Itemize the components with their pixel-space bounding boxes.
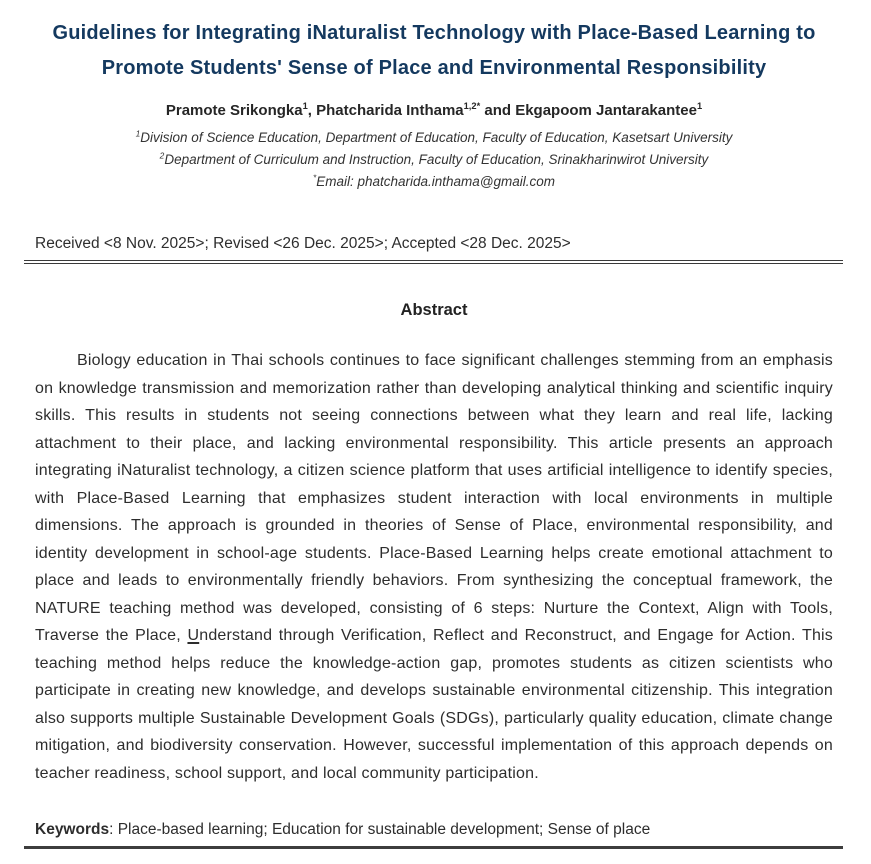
- abstract-paragraph: [35, 347, 833, 787]
- keywords-text: : Place-based learning; Education for sustainable development; Sense of place: [109, 821, 651, 838]
- keywords-line: [35, 820, 833, 840]
- affiliation-2: [35, 149, 833, 171]
- author-separator-2: and: [480, 102, 516, 119]
- affiliation-1-text: Division of Science Education, Department of Education, Faculty of Education, Kasetsart University: [140, 130, 733, 145]
- keywords-label: Keywords: [35, 821, 110, 838]
- email-text: Email: phatcharida.inthama@gmail.com: [316, 174, 556, 189]
- abstract-underlined-letter: U: [187, 627, 200, 644]
- paper-title-line2: Promote Students' Sense of Place and Environmental Responsibility: [101, 57, 767, 79]
- divider-bottom-rule: [24, 846, 843, 849]
- author-name-3: Ekgapoom Jantarakantee: [515, 102, 697, 119]
- article-history: Received <8 Nov. 2025>; Revised <26 Dec. 2025>; Accepted <28 Dec. 2025>: [35, 235, 571, 252]
- author-name-1: Pramote Srikongka: [165, 102, 303, 119]
- paper-title: [35, 16, 833, 86]
- email-marker: *: [312, 172, 317, 183]
- abstract-text-part2: nderstand through Verification, Reflect and Reconstruct, and Engage for Action. This teaching method helps reduce the knowledge-action gap, promotes students as citizen scientists who participate in creating new knowledge, and develops sustainable environmental citizenship. This integration also supports multiple Sustainable Development Goals (SDGs), particularly quality education, climate change mitigation, and biodiversity conservation. However, successful implementation of this approach depends on teacher readiness, school support, and local community participation.: [35, 627, 833, 782]
- divider-double-rule: [24, 260, 843, 264]
- affiliation-block: [35, 127, 833, 193]
- abstract-heading: Abstract: [400, 301, 468, 319]
- author-separator-1: ,: [307, 102, 317, 119]
- author-list: [35, 101, 833, 121]
- affiliation-1-marker: 1: [135, 128, 141, 139]
- author-name-2: Phatcharida Inthama: [316, 102, 464, 119]
- paper-title-line1: Guidelines for Integrating iNaturalist Technology with Place-Based Learning to: [52, 22, 816, 44]
- author-affiliation-marker-1: 1: [302, 101, 308, 111]
- author-affiliation-marker-2: 1,2*: [463, 101, 481, 111]
- affiliation-2-marker: 2: [159, 150, 165, 161]
- abstract-text-part1: Biology education in Thai schools continues to face significant challenges stemming from an emphasis on knowledge transmission and memorization rather than developing analytical thinking and scientific inquiry skills. This results in students not seeing connections between what they learn and real life, lacking attachment to their place, and lacking environmental responsibility. This article presents an approach integrating iNaturalist technology, a citizen science platform that uses artificial intelligence to identify species, with Place-Based Learning that emphasizes student interaction with local environments in multiple dimensions. The approach is grounded in theories of Sense of Place, environmental responsibility, and identity development in school-age students. Place-Based Learning helps create emotional attachment to place and leads to environmentally friendly behaviors. From synthesizing the conceptual framework, the NATURE teaching method was developed, consisting of 6 steps: Nurture the Context, Align with Tools, Traverse the Place,: [35, 352, 833, 644]
- affiliation-2-text: Department of Curriculum and Instruction, Faculty of Education, Srinakharinwirot University: [164, 152, 709, 167]
- affiliation-1: [35, 127, 833, 149]
- corresponding-email: [35, 171, 833, 193]
- author-affiliation-marker-3: 1: [696, 101, 703, 111]
